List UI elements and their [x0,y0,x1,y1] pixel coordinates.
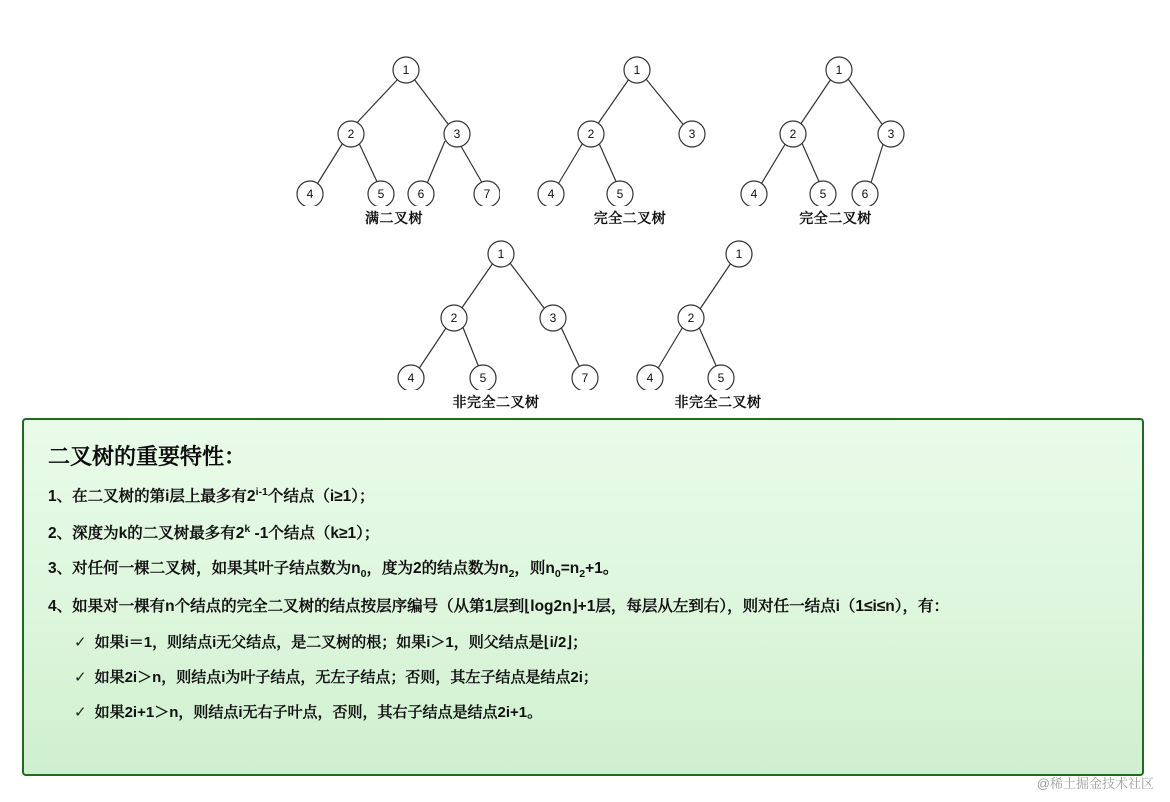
binary-tree-properties-box [22,418,1144,776]
property-index: 2、 [48,524,73,542]
svg-text:3: 3 [887,127,895,141]
watermark: @稀土掘金技术社区 [1036,776,1154,791]
property-text-cont: +1。 [585,560,619,578]
svg-text:2: 2 [789,127,797,141]
tree-nodes [637,241,752,390]
svg-text:7: 7 [483,187,491,201]
tree-caption: 非完全二叉树 [452,394,540,410]
check-icon: ✓ [74,669,87,687]
svg-text:6: 6 [417,187,425,201]
svg-text:5: 5 [819,187,827,201]
tree-caption: 完全二叉树 [593,210,667,226]
svg-text:4: 4 [547,187,555,201]
svg-text:2: 2 [687,311,695,325]
svg-text:7: 7 [581,371,589,385]
property-text-cont: -1个结点（k≥1）； [250,524,380,542]
svg-text:1: 1 [497,247,505,261]
svg-text:1: 1 [402,63,410,77]
tree-graphic-full-binary-tree [288,44,500,206]
tree-graphic-incomplete-binary-tree-2 [628,228,808,390]
svg-text:1: 1 [633,63,641,77]
svg-text:4: 4 [407,371,415,385]
svg-text:4: 4 [750,187,758,201]
tree-full-binary-tree [288,44,500,228]
property-subscript: 0 [360,568,367,581]
tree-edges [760,79,885,186]
check-icon: ✓ [74,704,87,722]
property-subscript: 2 [579,568,586,581]
svg-text:4: 4 [646,371,654,385]
tree-complete-binary-tree-1 [530,44,730,228]
property-item-1 [48,485,1118,509]
tree-caption: 非完全二叉树 [674,394,762,410]
svg-text:1: 1 [735,247,743,261]
svg-text:3: 3 [453,127,461,141]
property-sub-item-1 [74,632,1118,653]
property-text: 对任何一棵二叉树，如果其叶子结点数为n [72,560,361,578]
property-superscript: k [244,522,251,535]
property-index: 4、 [48,597,73,615]
tree-nodes [297,57,500,206]
svg-text:1: 1 [835,63,843,77]
property-item-3 [48,558,1118,582]
svg-text:5: 5 [616,187,624,201]
svg-text:5: 5 [377,187,385,201]
tree-nodes [398,241,598,390]
property-text: 深度为k的二叉树最多有2 [72,524,245,542]
property-sub-item-3 [74,702,1118,723]
svg-text:6: 6 [861,187,869,201]
tree-incomplete-binary-tree-2 [628,228,808,412]
tree-incomplete-binary-tree-1 [390,228,602,412]
svg-text:5: 5 [717,371,725,385]
property-item-2 [48,522,1118,546]
tree-nodes [741,57,904,206]
svg-text:2: 2 [587,127,595,141]
svg-text:3: 3 [688,127,696,141]
property-index: 1、 [48,488,73,506]
property-sub-item-2 [74,667,1118,688]
svg-text:3: 3 [549,311,557,325]
tree-edges [557,79,686,186]
property-superscript: i-1 [255,486,268,498]
svg-text:2: 2 [347,127,355,141]
tree-caption: 完全二叉树 [799,210,872,226]
property-sub-text: 如果i＝1，则结点i无父结点，是二叉树的根；如果i＞1，则父结点是⌊i/2⌋； [94,634,588,652]
svg-text:5: 5 [479,371,487,385]
tree-graphic-complete-binary-tree-1 [530,44,730,206]
tree-caption: 满二叉树 [365,210,423,226]
property-sub-text: 如果2i＞n，则结点i为叶子结点，无左子结点；否则，其左子结点是结点2i； [94,669,598,687]
svg-text:2: 2 [450,311,458,325]
property-subscript: 0 [554,568,561,581]
property-text-cont: ，则n [514,560,555,578]
tree-complete-binary-tree-2 [733,44,938,228]
check-icon: ✓ [74,634,87,652]
property-index: 3、 [48,560,73,578]
property-text: 在二叉树的第i层上最多有2 [72,488,256,506]
tree-nodes [538,57,705,206]
property-subscript: 2 [508,568,515,581]
property-sub-list [48,632,1118,723]
property-text-cont: =n [560,560,580,578]
property-text-cont: ，度为2的结点数为n [366,560,509,578]
properties-title: 二叉树的重要特性： [48,444,247,469]
property-item-4 [48,596,1118,618]
svg-text:4: 4 [306,187,314,201]
property-text-cont: 个结点（i≥1）； [267,488,375,506]
property-text: 如果对一棵有n个结点的完全二叉树的结点按层序编号（从第1层到⌊log2n⌋+1层，每层从左到右），则对任一结点i（1≤i≤n），有： [72,597,950,615]
property-sub-text: 如果2i+1＞n，则结点i无右子叶点，否则，其右子结点是结点2i+1。 [94,704,543,722]
tree-graphic-incomplete-binary-tree-1 [390,228,602,390]
tree-graphic-complete-binary-tree-2 [733,44,938,206]
